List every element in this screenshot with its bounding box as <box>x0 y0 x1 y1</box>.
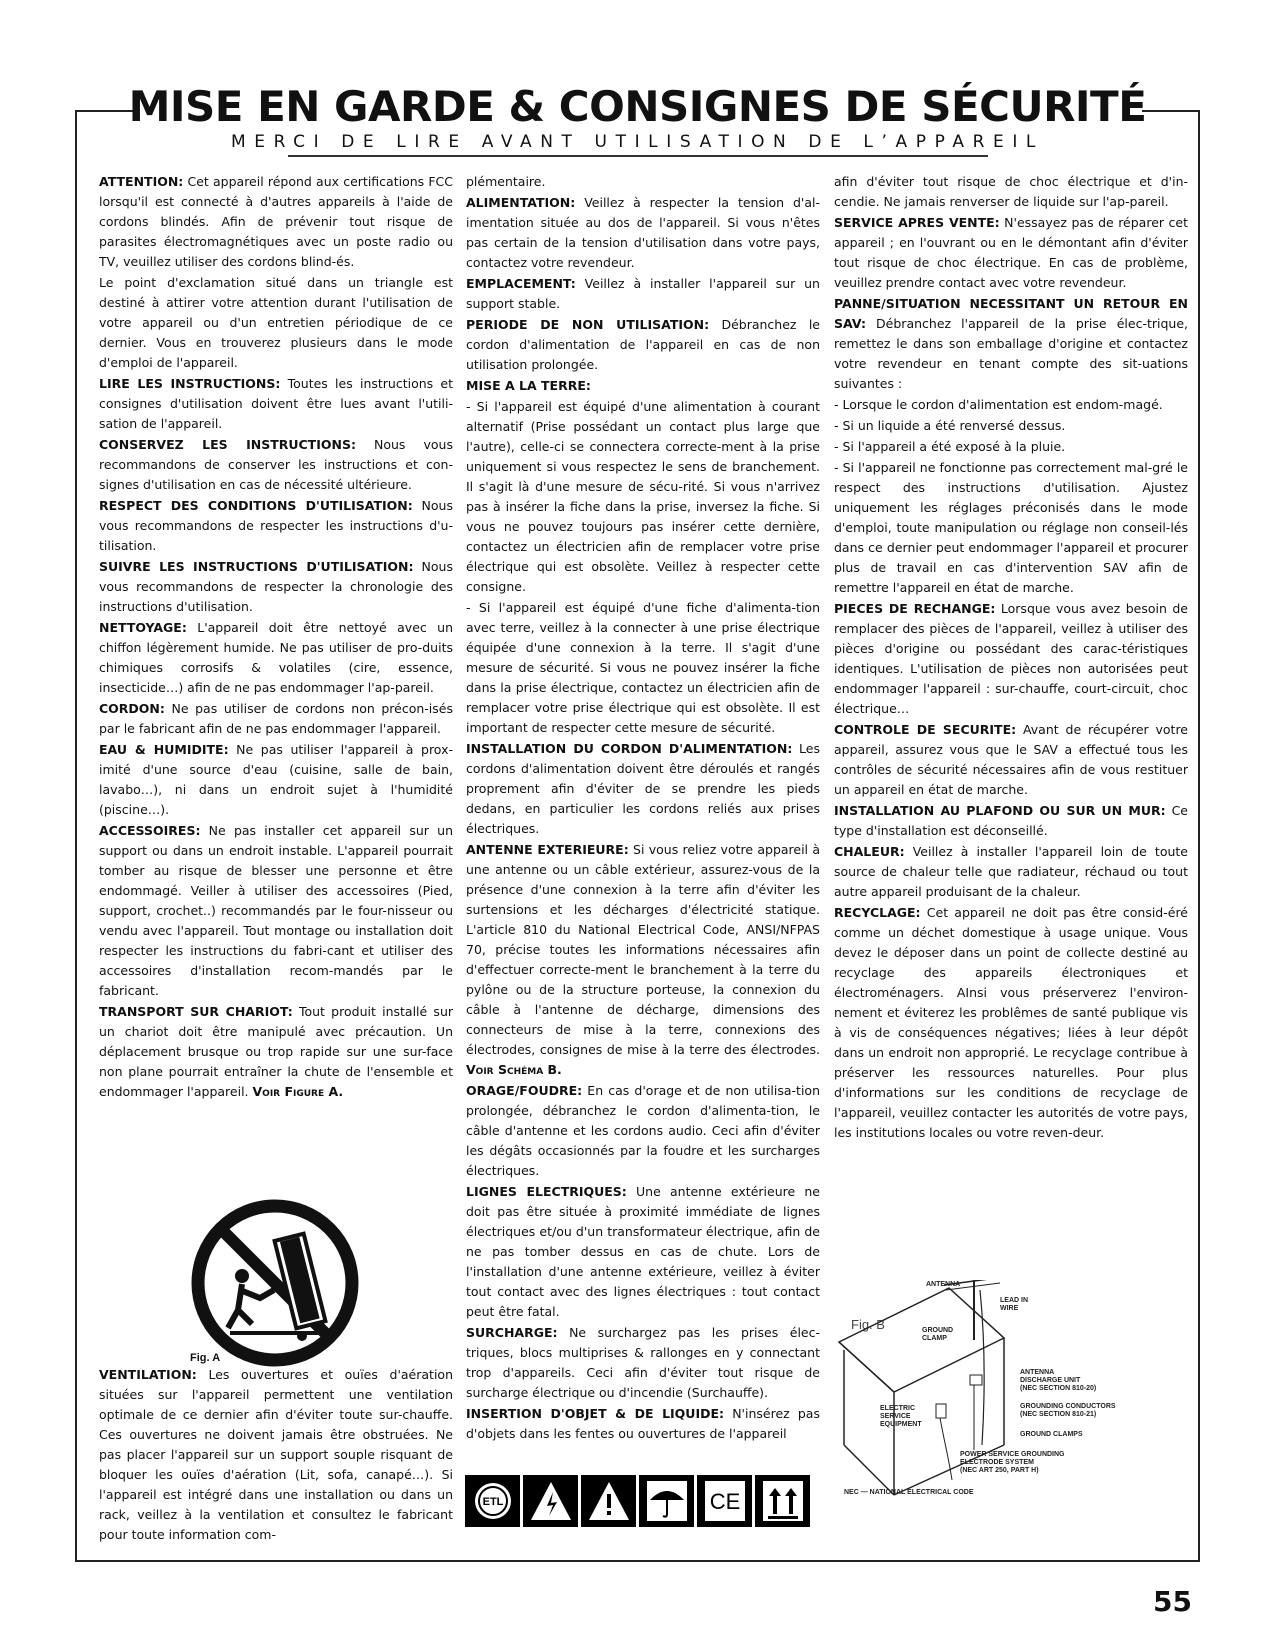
paragraph <box>834 437 1188 457</box>
paragraph-text: Ce type d'installation est déconseillé. <box>834 803 1188 838</box>
column-2 <box>466 172 820 1445</box>
paragraph-text: Avant de récupérer votre appareil, assurez vous que le SAV a effectué tous les contrôles de sécurité nécessaires afin de vous restituer un appareil en état de marche. <box>834 722 1189 797</box>
svg-text:GROUND: GROUND <box>922 1327 954 1334</box>
page-title: MISE EN GARDE & CONSIGNES DE SÉCURITÉ <box>128 82 1147 131</box>
paragraph-heading: EAU & HUMIDITE: <box>99 742 229 757</box>
paragraph-text: Veillez à respecter la tension d'al-imentation située au dos de l'appareil. Si vous n'êtes pas certain de la tension d'utilisation dans votre pays, contactez votre revendeur. <box>466 195 820 270</box>
svg-text:SERVICE: SERVICE <box>880 1413 911 1420</box>
svg-text:WIRE: WIRE <box>1000 1305 1019 1312</box>
paragraph-text: Débranchez le cordon d'alimentation de l'appareil en cas de non utilisation prolongée. <box>466 317 821 372</box>
paragraph-text: Cet appareil ne doit pas être consid-éré comme un déchet domestique à usage unique. Vous devez le déposer dans un point de collecte destiné au recyclage des appareils électroniques et électroménagers. AInsi vous préserverez l'environ-nement et éviterez les problêmes de santé publique vis à vis de conséquences négatives; liées à leur dépôt dans un endroit non approprié. Le recyclage contribue à préserver les ressources naturelles. Pour plus d'informations sur les conditions de recyclage de l'appareil, veuillez contacter les autorités de votre pays, les institutions locales ou votre reven-deur. <box>834 905 1188 1140</box>
subtitle-underline <box>288 155 988 157</box>
paragraph-text: Le point d'exclamation situé dans un triangle est destiné à attirer votre attention durant l'utilisation de votre appareil ou d'un entretien périodique de ce dernier. Vous en trouverez plusieurs dans le mode d'emploi de l'appareil. <box>99 275 453 370</box>
paragraph <box>99 273 453 373</box>
paragraph <box>466 1182 820 1322</box>
paragraph <box>834 213 1188 293</box>
paragraph-heading: ACCESSOIRES: <box>99 823 201 838</box>
paragraph <box>99 618 453 698</box>
paragraph <box>466 1323 820 1403</box>
paragraph <box>466 840 820 1080</box>
paragraph-text: Nous vous recommandons de respecter les instructions d'u-tilisation. <box>99 498 453 553</box>
paragraph-heading: NETTOYAGE: <box>99 620 187 635</box>
paragraph-text: Ne pas utiliser l'appareil à prox-imité d'une source d'eau (cuisine, salle de bain, lavabo…), ni dans un endroit sujet à l'humidité (piscine…). <box>99 742 453 817</box>
paragraph-text: - Lorsque le cordon d'alimentation est endom-magé. <box>834 397 1163 412</box>
svg-text:CE: CE <box>709 1489 740 1514</box>
paragraph-heading: PERIODE DE NON UTILISATION: <box>466 317 710 332</box>
paragraph <box>466 397 820 597</box>
svg-text:(NEC SECTION 810-20): (NEC SECTION 810-20) <box>1020 1385 1097 1392</box>
paragraph <box>834 395 1188 415</box>
paragraph <box>99 374 453 434</box>
paragraph <box>466 1081 820 1181</box>
paragraph-text: Les cordons d'alimentation doivent être déroulés et rangés proprement afin d'éviter de se prendre les pieds dedans, en particulier les cordons reliés aux prises électriques. <box>466 741 821 836</box>
paragraph-heading: RESPECT DES CONDITIONS D'UTILISATION: <box>99 498 413 513</box>
paragraph-heading: PANNE/SITUATION NECESSITANT UN RETOUR EN SAV: <box>834 296 1188 331</box>
svg-text:LEAD IN: LEAD IN <box>1000 1297 1028 1304</box>
paragraph <box>99 1365 453 1545</box>
paragraph-heading: CONSERVEZ LES INSTRUCTIONS: <box>99 437 356 452</box>
antenna-grounding-diagram <box>834 1280 1189 1520</box>
paragraph-text: - Si l'appareil a été exposé à la pluie. <box>834 439 1066 454</box>
figure-reference: Voir Figure A. <box>252 1084 344 1099</box>
svg-text:ANTENNA: ANTENNA <box>926 1281 961 1288</box>
paragraph-text: Débranchez l'appareil de la prise élec-trique, remettez le dans son emballage d'origine et contactez votre revendeur en tenant compte des sit-uations suivantes : <box>834 316 1188 391</box>
svg-text:ETL: ETL <box>482 1496 503 1508</box>
paragraph-text: - Si l'appareil est équipé d'une fiche d'alimenta-tion avec terre, veillez à la connecter à une prise électrique équipée d'une connexion à la terre. Il s'agit d'une mesure de sécurité. Si vous ne pouvez insérer la fiche dans la prise électrique, contactez un électricien afin de remplacer votre prise électrique qui est obsolète. Il est important de respecter cette mesure de sécurité. <box>466 600 820 735</box>
paragraph-heading: RECYCLAGE: <box>834 905 921 920</box>
page-number: 55 <box>1153 1585 1192 1618</box>
paragraph-text: Nous vous recommandons de respecter la chronologie des instructions d'utilisation. <box>99 559 453 614</box>
paragraph-text: Toutes les instructions et consignes d'utilisation doivent être lues avant l'utili-sation de l'appareil. <box>99 376 453 431</box>
etl-listed-icon <box>465 1475 520 1527</box>
svg-text:(NEC ART 250, PART H): (NEC ART 250, PART H) <box>960 1467 1039 1474</box>
paragraph-text: Nous vous recommandons de conserver les instructions et con-signes d'utilisation en cas de nécessité ultérieure. <box>99 437 453 492</box>
paragraph-heading: SERVICE APRES VENTE: <box>834 215 1000 230</box>
paragraph-heading: INSTALLATION DU CORDON D'ALIMENTATION: <box>466 741 793 756</box>
paragraph-heading: LIGNES ELECTRIQUES: <box>466 1184 627 1199</box>
paragraph <box>466 739 820 839</box>
figure-reference: Voir Schéma B. <box>466 1062 562 1077</box>
paragraph <box>466 274 820 314</box>
paragraph-text: Tout produit installé sur un chariot doit être manipulé avec précaution. Un déplacement brusque ou trop rapide sur une sur-face non plane pourrait entraîner la chute de l'ensemble et endommager l'appareil. <box>99 1004 454 1099</box>
paragraph-heading: VENTILATION: <box>99 1367 197 1382</box>
paragraph <box>834 903 1188 1143</box>
paragraph <box>466 172 820 192</box>
paragraph <box>834 294 1188 394</box>
paragraph <box>466 1404 820 1444</box>
paragraph-text: afin d'éviter tout risque de choc électrique et d'in-cendie. Ne jamais renverser de liquide sur l'ap-pareil. <box>834 174 1188 209</box>
paragraph-heading: TRANSPORT SUR CHARIOT: <box>99 1004 293 1019</box>
svg-text:(NEC SECTION 810-21): (NEC SECTION 810-21) <box>1020 1411 1097 1418</box>
svg-text:ANTENNA: ANTENNA <box>1020 1369 1055 1376</box>
paragraph-text: Ne surchargez pas les prises élec-triques, blocs multiprises & rallonges en y connectant trop d'appareils. Ceci afin d'éviter tout risque de surcharge électrique ou d'incendie (Surchauffe). <box>466 1325 820 1400</box>
paragraph <box>466 315 820 375</box>
paragraph-text: L'appareil doit être nettoyé avec un chiffon légèrement humide. Ne pas utiliser de pro-duits chimiques corrosifs & volatiles (cire, essence, insecticide…) afin de ne pas endommager l'ap-pareil. <box>99 620 453 695</box>
column-3 <box>834 172 1188 1144</box>
paragraph-text: - Si un liquide a été renversé dessus. <box>834 418 1066 433</box>
paragraph <box>834 599 1188 719</box>
column-1 <box>99 172 453 1103</box>
svg-text:EQUIPMENT: EQUIPMENT <box>880 1421 922 1428</box>
paragraph <box>834 458 1188 598</box>
paragraph-text: N'insérez pas d'objets dans les fentes ou ouvertures de l'appareil <box>466 1406 820 1441</box>
paragraph-heading: INSERTION D'OBJET & DE LIQUIDE: <box>466 1406 725 1421</box>
paragraph-text: Les ouvertures et ouïes d'aération situées sur l'appareil permettent une ventilation optimale de ce dernier afin d'éviter toute sur-chauffe. Ces ouvertures ne doivent jamais être obstruées. Ne pas placer l'appareil sur un support souple risquant de bloquer les ouïes d'aération (Lit, sofa, canapé…). Si l'appareil est intégré dans une installation ou dans un rack, veillez à la ventilation et consultez le fabricant pour toute information com- <box>99 1367 453 1542</box>
paragraph <box>834 720 1188 800</box>
exclamation-warning-icon <box>581 1475 636 1527</box>
paragraph-text: - Si l'appareil ne fonctionne pas correctement mal-gré le respect des instructions d'utilisation. Ajustez uniquement les réglages préconisés dans le mode d'emploi, toute manipulation ou réglage non conseil-lés dans ce dernier peut endommager l'appareil et procurer plus de travail en cas d'intervention SAV afin de remettre l'appareil en état de marche. <box>834 460 1188 595</box>
paragraph <box>99 496 453 556</box>
paragraph-text: Veillez à installer l'appareil sur un support stable. <box>466 276 820 311</box>
paragraph-heading: CORDON: <box>99 701 165 716</box>
figure-a-label: Fig. A <box>190 1352 221 1364</box>
paragraph <box>99 740 453 820</box>
umbrella-keep-dry-icon <box>639 1475 694 1527</box>
paragraph-heading: MISE A LA TERRE: <box>466 378 591 393</box>
paragraph <box>834 801 1188 841</box>
column-1-bottom <box>99 1365 453 1546</box>
paragraph-heading: SURCHARGE: <box>466 1325 558 1340</box>
svg-text:POWER SERVICE GROUNDING: POWER SERVICE GROUNDING <box>960 1451 1065 1458</box>
paragraph-heading: PIECES DE RECHANGE: <box>834 601 996 616</box>
paragraph <box>466 376 820 396</box>
svg-text:CLAMP: CLAMP <box>922 1335 947 1342</box>
paragraph <box>99 821 453 1001</box>
paragraph <box>99 699 453 739</box>
certification-logos <box>465 1475 810 1530</box>
paragraph-heading: CONTROLE DE SECURITE: <box>834 722 1017 737</box>
svg-text:DISCHARGE UNIT: DISCHARGE UNIT <box>1020 1377 1081 1384</box>
paragraph <box>834 172 1188 212</box>
ce-mark-icon <box>697 1475 752 1527</box>
paragraph-heading: SUIVRE LES INSTRUCTIONS D'UTILISATION: <box>99 559 414 574</box>
paragraph <box>834 842 1188 902</box>
figure-b-label: Fig. B <box>851 1317 885 1332</box>
paragraph <box>99 1002 453 1102</box>
paragraph-text: N'essayez pas de réparer cet appareil ; en l'ouvrant ou en le démontant afin d'éviter tout risque de choc électrique. En cas de problème, veuillez prendre contact avec votre revendeur. <box>834 215 1188 290</box>
paragraph-heading: ANTENNE EXTERIEURE: <box>466 842 629 857</box>
paragraph-text: - Si l'appareil est équipé d'une alimentation à courant alternatif (Prise possédant un contact plus large que l'autre), celle-ci se connectera correcte-ment à la prise uniquement si vous respectez le sens de branchement. Il s'agit là d'une mesure de sécu-rité. Si vous n'arrivez pas à insérer la fiche dans la prise, inversez la fiche. Si vous ne pouvez toujours pas insérer cette dernière, contactez un électricien afin de remplacer votre prise électrique qui est obsolète. Veillez à respecter cette consigne. <box>466 399 820 594</box>
svg-text:ELECTRIC: ELECTRIC <box>880 1405 915 1412</box>
electric-shock-warning-icon <box>523 1475 578 1527</box>
paragraph-text: Veillez à installer l'appareil loin de toute source de chaleur telle que radiateur, réchaud ou tout autre appareil produisant de la chaleur. <box>834 844 1188 899</box>
paragraph <box>99 557 453 617</box>
svg-text:GROUNDING CONDUCTORS: GROUNDING CONDUCTORS <box>1020 1403 1116 1410</box>
paragraph <box>834 416 1188 436</box>
paragraph-heading: LIRE LES INSTRUCTIONS: <box>99 376 281 391</box>
paragraph-text: plémentaire. <box>466 174 546 189</box>
paragraph <box>466 193 820 273</box>
paragraph-text: Lorsque vous avez besoin de remplacer des pièces de l'appareil, veillez à utiliser des pièces d'origine ou possédant des carac-téristiques identiques. L'utilisation de pièces non autorisées peut endommager l'appareil : sur-chauffe, court-circuit, choc électrique… <box>834 601 1188 716</box>
paragraph-heading: ALIMENTATION: <box>466 195 576 210</box>
paragraph-heading: CHALEUR: <box>834 844 905 859</box>
paragraph-text: En cas d'orage et de non utilisa-tion prolongée, débranchez le cordon d'alimenta-tion, le câble d'antenne et les cordons audio. Ceci afin d'éviter les dégâts occasionnés par la foudre et les surcharges électriques. <box>466 1083 820 1178</box>
svg-text:ELECTRODE SYSTEM: ELECTRODE SYSTEM <box>960 1459 1034 1466</box>
svg-text:NEC — NATIONAL ELECTRICAL CODE: NEC — NATIONAL ELECTRICAL CODE <box>844 1489 974 1496</box>
paragraph-text: Cet appareil répond aux certifications FCC lorsqu'il est connecté à d'autres appareils à l'aide de cordons blindés. Afin de prévenir tout risque de parasites électromagnétiques avec un poste radio ou TV, veuillez utiliser des cordons blind-és. <box>99 174 453 269</box>
paragraph-heading: ATTENTION: <box>99 174 184 189</box>
paragraph-text: Si vous reliez votre appareil à une antenne ou un câble extérieur, assurez-vous de la présence d'une connexion à la terre afin d'éviter les surtensions et les décharges d'électricité statique. L'article 810 du National Electrical Code, ANSI/NFPAS 70, précise toutes les informations nécessaires afin d'effectuer correcte-ment le branchement à la terre du pylône ou de la structure porteuse, la connexion du câble à l'antenne de décharge, dimensions des connecteurs de mise à la terre, connexions des électrodes, consignes de mise à la terre des électrodes. <box>466 842 820 1057</box>
paragraph <box>99 172 453 272</box>
paragraph-text: Ne pas utiliser de cordons non précon-isés par le fabricant afin de ne pas endommager l'appareil. <box>99 701 453 736</box>
paragraph-heading: ORAGE/FOUDRE: <box>466 1083 583 1098</box>
paragraph <box>466 598 820 738</box>
cart-tipping-warning-icon <box>190 1198 360 1368</box>
paragraph-heading: EMPLACEMENT: <box>466 276 576 291</box>
page-subtitle: MERCI DE LIRE AVANT UTILISATION DE L’APPAREIL <box>230 132 1045 152</box>
svg-text:GROUND CLAMPS: GROUND CLAMPS <box>1020 1431 1083 1438</box>
paragraph-heading: INSTALLATION AU PLAFOND OU SUR UN MUR: <box>834 803 1166 818</box>
paragraph-text: Ne pas installer cet appareil sur un support ou dans un endroit instable. L'appareil pourrait tomber au risque de blesser une personne et être endommagé. Veiller à utiliser des accessoires (Pied, support, crochet..) recommandés par le four-nisseur ou vendu avec l'appareil. Tout montage ou installation doit respecter les instructions du fabri-cant et utiliser des accessoires d'installation recom-mandés par le fabricant. <box>99 823 453 998</box>
paragraph-text: Une antenne extérieure ne doit pas être située à proximité immédiate de lignes électriques et/ou d'un transformateur électrique, afin de ne pas tomber dessus en cas de chute. Lors de l'installation d'une antenne extérieure, veillez à éviter tout contact avec des lignes électriques : tout contact peut être fatal. <box>466 1184 820 1319</box>
this-way-up-icon <box>755 1475 810 1527</box>
paragraph <box>99 435 453 495</box>
